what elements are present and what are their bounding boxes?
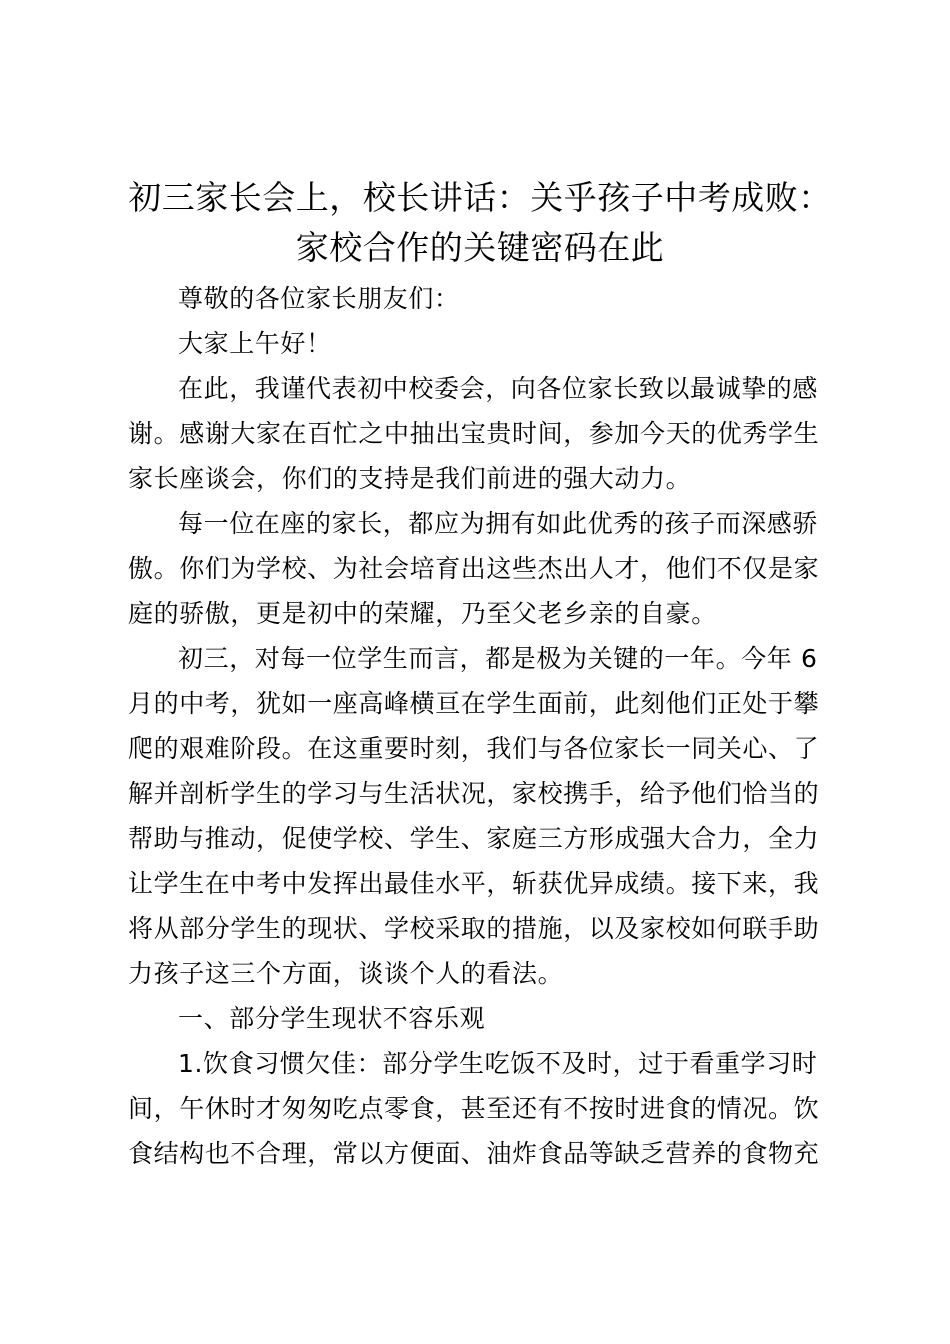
body-line: 庭的骄傲，更是初中的荣耀，乃至父老乡亲的自豪。 <box>128 599 717 628</box>
body-line: 在此，我谨代表初中校委会，向各位家长致以最诚挚的感 <box>178 374 819 403</box>
document-title-line-2: 家校合作的关键密码在此 <box>295 228 665 267</box>
body-line: 谢。感谢大家在百忙之中抽出宝贵时间，参加今天的优秀学生 <box>128 419 820 448</box>
body-line: 傲。你们为学校、为社会培育出这些杰出人才，他们不仅是家 <box>128 554 820 583</box>
document-title-line-1: 初三家长会上，校长讲话：关乎孩子中考成败： <box>128 178 832 217</box>
body-line: 帮助与推动，促使学校、学生、家庭三方形成强大合力，全力 <box>128 824 820 853</box>
body-line: 食结构也不合理，常以方便面、油炸食品等缺乏营养的食物充 <box>128 1139 820 1168</box>
body-line: 初三，对每一位学生而言，都是极为关键的一年。今年 6 <box>178 644 818 673</box>
body-line: 力孩子这三个方面，谈谈个人的看法。 <box>128 959 564 988</box>
body-line: 间，午休时才匆匆吃点零食，甚至还有不按时进食的情况。饮 <box>128 1094 820 1123</box>
body-line: 月的中考，犹如一座高峰横亘在学生面前，此刻他们正处于攀 <box>128 689 820 718</box>
body-line: 1.饮食习惯欠佳：部分学生吃饭不及时，过于看重学习时 <box>178 1049 818 1078</box>
body-line: 将从部分学生的现状、学校采取的措施，以及家校如何联手助 <box>128 914 820 943</box>
salutation: 尊敬的各位家长朋友们： <box>178 284 460 313</box>
greeting: 大家上午好！ <box>178 329 332 358</box>
section-heading: 一、部分学生现状不容乐观 <box>178 1004 486 1033</box>
body-line: 每一位在座的家长，都应为拥有如此优秀的孩子而深感骄 <box>178 509 819 538</box>
body-line: 家长座谈会，你们的支持是我们前进的强大动力。 <box>128 464 692 493</box>
body-line: 爬的艰难阶段。在这重要时刻，我们与各位家长一同关心、了 <box>128 734 820 763</box>
body-line: 解并剖析学生的学习与生活状况，家校携手，给予他们恰当的 <box>128 779 820 808</box>
body-line: 让学生在中考中发挥出最佳水平，斩获优异成绩。接下来，我 <box>128 869 820 898</box>
